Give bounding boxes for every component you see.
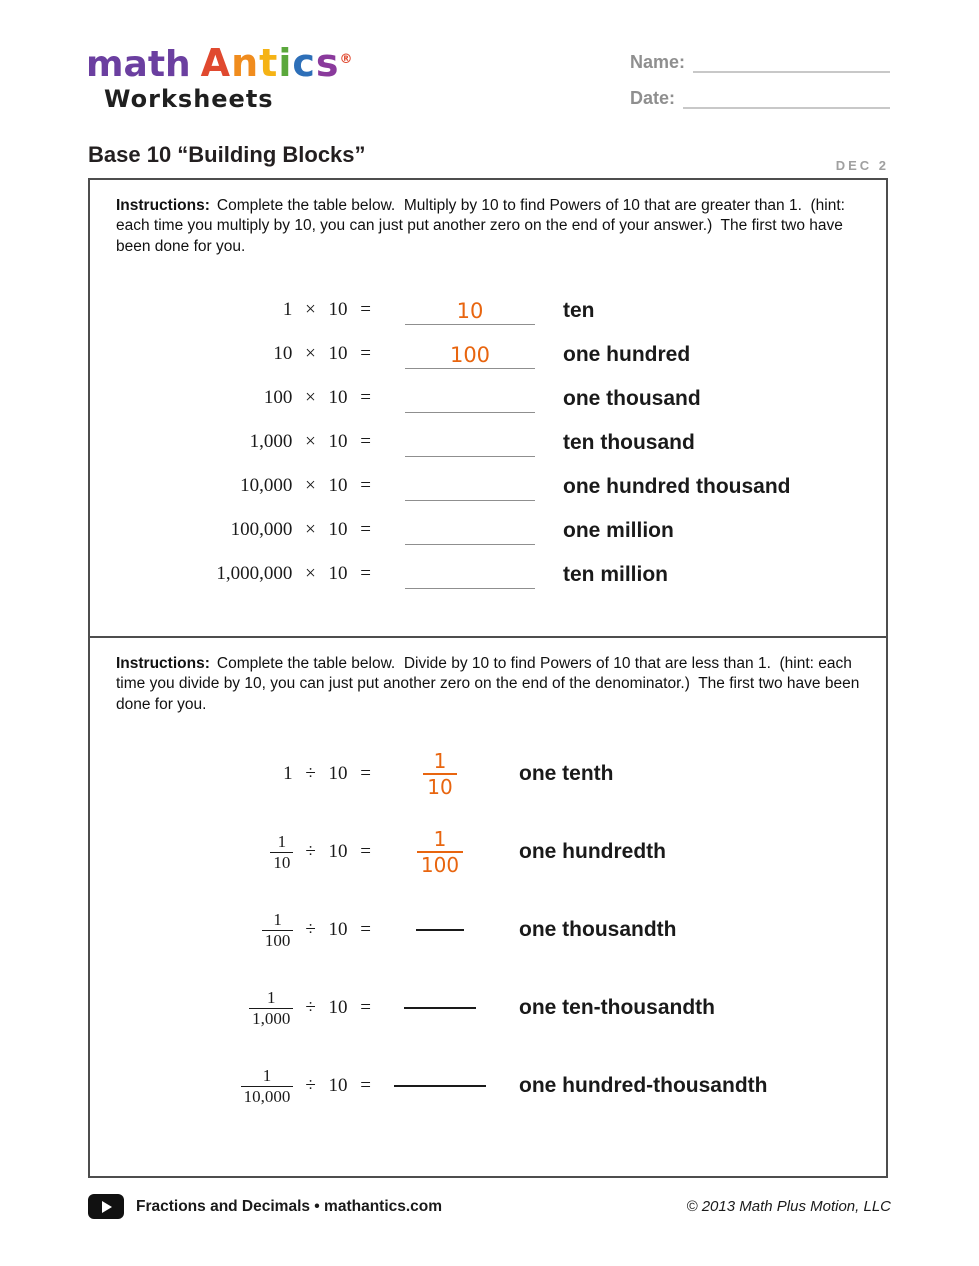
word-label: one thousand — [563, 387, 701, 411]
answer-line — [416, 929, 464, 931]
date-input-line[interactable] — [683, 89, 890, 109]
multiply-table — [116, 281, 860, 589]
word-label: ten — [563, 299, 595, 323]
mathantics-logo — [86, 41, 353, 113]
play-triangle-icon — [102, 1201, 112, 1213]
divide-table — [116, 735, 860, 1125]
table-row — [116, 891, 860, 969]
name-row — [630, 52, 890, 73]
fraction — [270, 832, 293, 872]
expression: 10,000 × 10 = — [240, 475, 371, 497]
answer-blank[interactable] — [385, 929, 495, 931]
answer-blank[interactable] — [405, 335, 535, 369]
word-label: one hundred thousand — [563, 475, 791, 499]
word-label: one tenth — [519, 762, 614, 786]
fraction-numerator: 1 — [262, 1066, 272, 1086]
instructions-2-text: Complete the table below. Divide by 10 to find Powers of 10 that are less than 1. (hint: each time you divide by 10, you can just put another zero on the end of the denominator.) The first two have been done for you. — [116, 655, 864, 713]
answer-blank[interactable] — [405, 291, 535, 325]
expression: 100 × 10 = — [263, 387, 371, 409]
fraction-numerator: 1 — [277, 832, 287, 852]
instructions-1-label: Instructions: — [116, 197, 210, 214]
date-row — [630, 88, 890, 109]
logo-wordmark — [86, 41, 353, 85]
registered-mark: ® — [339, 52, 353, 67]
name-input-line[interactable] — [693, 53, 890, 73]
expression — [116, 763, 371, 785]
name-label: Name: — [630, 52, 686, 72]
instructions-2 — [116, 654, 864, 715]
instructions-1 — [116, 196, 860, 257]
fraction-numerator: 1 — [266, 988, 276, 1008]
worksheet-box — [88, 178, 888, 1178]
table-row — [116, 969, 860, 1047]
operator-text: ÷ 10 = — [305, 919, 371, 941]
footer-copyright: © 2013 Math Plus Motion, LLC — [686, 1198, 891, 1215]
instructions-2-label: Instructions: — [116, 655, 210, 672]
table-row — [116, 413, 860, 457]
expression: 1,000 × 10 = — [249, 431, 371, 453]
answer-blank[interactable] — [385, 1085, 495, 1087]
table-row — [116, 501, 860, 545]
expression: 10 × 10 = — [273, 343, 371, 365]
answer-blank[interactable] — [405, 423, 535, 457]
answer-blank[interactable] — [405, 379, 535, 413]
date-label: Date: — [630, 88, 676, 108]
expression — [116, 910, 371, 950]
expression: 100,000 × 10 = — [230, 519, 371, 541]
logo-worksheets-text: Worksheets — [104, 85, 274, 113]
footer — [88, 1194, 891, 1219]
operator-text: ÷ 10 = — [305, 997, 371, 1019]
answer-blank[interactable] — [385, 749, 495, 799]
word-label: one hundred-thousandth — [519, 1074, 768, 1098]
answer-numerator: 1 — [433, 827, 447, 852]
word-label: one hundredth — [519, 840, 666, 864]
answer-fraction — [423, 749, 456, 799]
table-row — [116, 281, 860, 325]
table-row — [116, 457, 860, 501]
table-row — [116, 545, 860, 589]
operator-text: ÷ 10 = — [305, 841, 371, 863]
word-label: ten million — [563, 563, 668, 587]
expression-text: 1 ÷ 10 = — [283, 763, 371, 785]
table-row — [116, 1047, 860, 1125]
answer-blank[interactable] — [405, 511, 535, 545]
fraction-denominator: 10 — [270, 852, 293, 873]
answer-value: 10 — [456, 299, 484, 324]
fraction — [249, 988, 293, 1028]
table-row — [116, 813, 860, 891]
expression — [116, 1066, 371, 1106]
doc-code: DEC 2 — [835, 158, 889, 173]
fraction-denominator: 1,000 — [249, 1008, 293, 1029]
expression: 1,000,000 × 10 = — [216, 563, 371, 585]
word-label: ten thousand — [563, 431, 695, 455]
fraction-numerator: 1 — [273, 910, 282, 930]
answer-blank[interactable] — [385, 1007, 495, 1009]
fraction — [262, 910, 294, 950]
answer-fraction — [417, 827, 463, 877]
word-label: one million — [563, 519, 674, 543]
fraction-denominator: 100 — [262, 930, 294, 951]
answer-line — [394, 1085, 486, 1087]
answer-blank[interactable] — [405, 555, 535, 589]
word-label: one ten-thousandth — [519, 996, 715, 1020]
answer-line — [404, 1007, 476, 1009]
expression — [116, 832, 371, 872]
expression — [116, 988, 371, 1028]
operator-text: ÷ 10 = — [305, 1075, 371, 1097]
page-title: Base 10 “Building Blocks” — [88, 142, 366, 167]
answer-denominator: 10 — [423, 773, 456, 799]
word-label: one hundred — [563, 343, 691, 367]
table-row — [116, 369, 860, 413]
answer-numerator: 1 — [433, 749, 447, 774]
play-icon — [88, 1194, 124, 1219]
footer-series-text: Fractions and Decimals • mathantics.com — [136, 1197, 443, 1215]
logo-math-word: math — [86, 44, 191, 85]
instructions-1-text: Complete the table below. Multiply by 10 to find Powers of 10 that are greater than 1. (hint: each time you multiply by 10, you can just put another zero on the end of your answer.) The first two have been done for you. — [116, 197, 850, 255]
name-date-block — [630, 52, 890, 124]
expression: 1 × 10 = — [282, 299, 371, 321]
table-row — [116, 735, 860, 813]
section-divide — [90, 638, 886, 1125]
fraction — [241, 1066, 294, 1106]
answer-blank[interactable] — [405, 467, 535, 501]
word-label: one thousandth — [519, 918, 677, 942]
answer-value: 100 — [449, 343, 491, 368]
answer-blank[interactable] — [385, 827, 495, 877]
section-multiply — [90, 180, 886, 638]
table-row — [116, 325, 860, 369]
logo-antics-word: Antics — [200, 41, 340, 85]
fraction-denominator: 10,000 — [241, 1086, 294, 1107]
answer-denominator: 100 — [417, 851, 463, 877]
